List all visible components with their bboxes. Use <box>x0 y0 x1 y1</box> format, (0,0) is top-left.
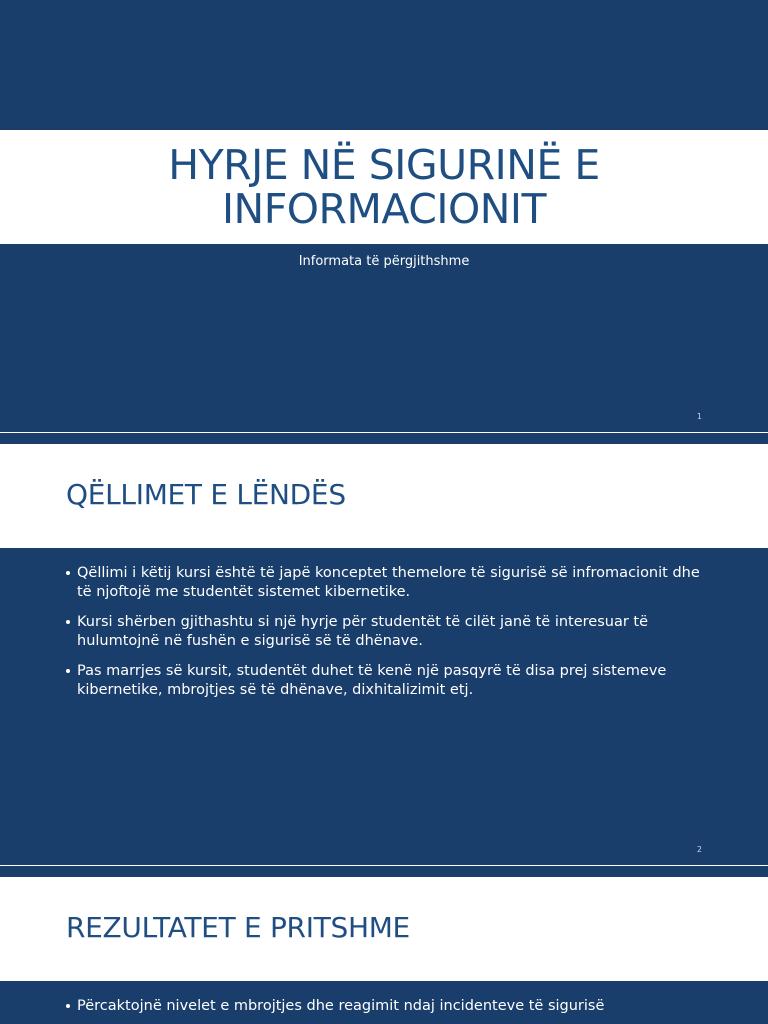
separator-line <box>0 432 768 433</box>
slide-1-title-line-1: HYRJE NË SIGURINË E <box>168 141 600 189</box>
slide-3-body <box>0 981 768 1024</box>
slide-separator <box>0 865 768 877</box>
slide-2-title-band <box>0 444 768 548</box>
slide-separator <box>0 432 768 444</box>
slide-3-heading: REZULTATET E PRITSHME <box>66 911 410 944</box>
slide-2-heading: QËLLIMET E LËNDËS <box>66 478 346 511</box>
slide-1-title-line-2: INFORMACIONIT <box>221 185 547 233</box>
slide-2-bullet-list <box>66 564 706 711</box>
slide-2-body <box>0 548 768 865</box>
bullet-item: Kursi shërben gjithashtu si një hyrje për studentët të cilët janë të interesuar të hulumtojnë në fushën e sigurisë së të dhënave. <box>66 613 706 651</box>
slide-1-title-band <box>0 130 768 244</box>
slide-3-title-band <box>0 877 768 981</box>
bullet-item: Qëllimi i këtij kursi është të japë konceptet themelore të sigurisë së infromacionit dhe të njoftojë me studentët sistemet kibernetike. <box>66 564 706 602</box>
slide-1-subtitle: Informata të përgjithshme <box>298 254 470 269</box>
separator-line <box>0 865 768 866</box>
slide-1-title <box>168 143 600 231</box>
slide-1-top-band <box>0 0 768 130</box>
slide-2-page-number: 2 <box>696 845 702 854</box>
slide-1-page-number: 1 <box>696 412 702 421</box>
slide-3-bullet-list <box>66 997 706 1024</box>
bullet-item: Përcaktojnë nivelet e mbrojtjes dhe reagimit ndaj incidenteve të sigurisë <box>66 997 706 1016</box>
slide-1-bottom-band <box>0 244 768 432</box>
bullet-item: Pas marrjes së kursit, studentët duhet të kenë një pasqyrë të disa prej sistemeve kibernetike, mbrojtjes së të dhënave, dixhitalizimit etj. <box>66 662 706 700</box>
